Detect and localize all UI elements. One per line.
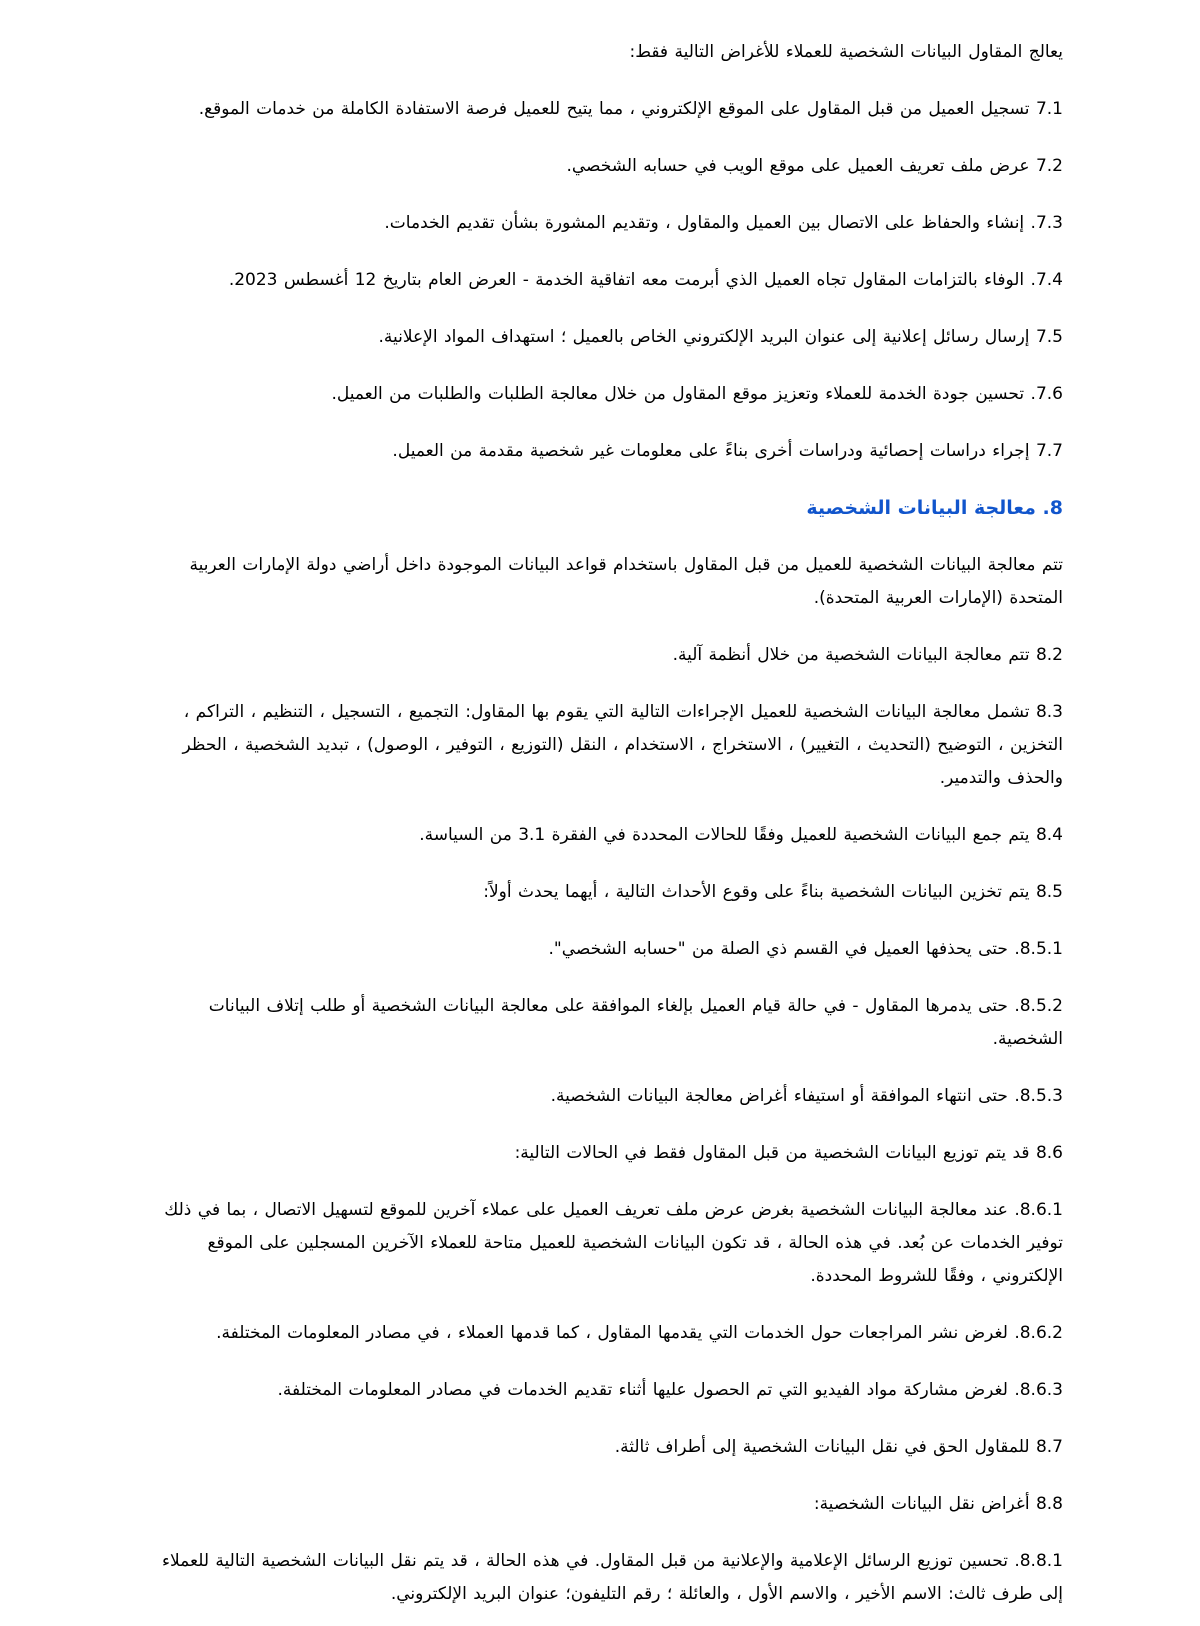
intro-paragraph: يعالج المقاول البيانات الشخصية للعملاء للأغراض التالية فقط: [629,42,1063,62]
clause-8-1: تتم معالجة البيانات الشخصية للعميل من قبل المقاول باستخدام قواعد البيانات الموجودة داخل أراضي دولة الإمارات العربية المتحدة (الإمارات العربية المتحدة). [189,555,1063,608]
clause-8-8: 8.8 أغراض نقل البيانات الشخصية: [813,1494,1063,1514]
clause-8-3: 8.3 تشمل معالجة البيانات الشخصية للعميل الإجراءات التالية التي يقوم بها المقاول: التجميع ، التسجيل ، التنظيم ، التراكم ، التخزين ، التوضيح (التحديث ، التغيير) ، الاستخراج ، الاستخدام ، النقل (التوزيع ، التوفير ، الوصول) ، تبديد الشخصية ، الحظر والحذف والتدمير. [182,702,1063,788]
clause-8-2: 8.2 تتم معالجة البيانات الشخصية من خلال أنظمة آلية. [672,645,1063,665]
clause-8-7: 8.7 للمقاول الحق في نقل البيانات الشخصية إلى أطراف ثالثة. [614,1437,1063,1457]
clause-8-6-1: 8.6.1. عند معالجة البيانات الشخصية بغرض عرض ملف تعريف العميل على عملاء آخرين للموقع لتسهيل الاتصال ، بما في ذلك توفير الخدمات عن بُعد. في هذه الحالة ، قد تكون البيانات الشخصية للعميل متاحة للعملاء الآخرين المسجلين على الموقع الإلكتروني ، وفقًا للشروط المحددة. [164,1200,1063,1286]
clause-7-1: 7.1 تسجيل العميل من قبل المقاول على الموقع الإلكتروني ، مما يتيح للعميل فرصة الاستفادة الكاملة من خدمات الموقع. [198,99,1063,119]
clause-8-5-1: 8.5.1. حتى يحذفها العميل في القسم ذي الصلة من "حسابه الشخصي". [548,939,1063,959]
clause-8-5: 8.5 يتم تخزين البيانات الشخصية بناءً على وقوع الأحداث التالية ، أيهما يحدث أولاً: [483,882,1063,902]
clause-7-2: 7.2 عرض ملف تعريف العميل على موقع الويب في حسابه الشخصي. [566,156,1063,176]
clause-8-6: 8.6 قد يتم توزيع البيانات الشخصية من قبل المقاول فقط في الحالات التالية: [514,1143,1063,1163]
clause-7-6: 7.6. تحسين جودة الخدمة للعملاء وتعزيز موقع المقاول من خلال معالجة الطلبات والطلبات من العميل. [331,384,1063,404]
clause-7-3: 7.3. إنشاء والحفاظ على الاتصال بين العميل والمقاول ، وتقديم المشورة بشأن تقديم الخدمات. [384,213,1063,233]
clause-8-4: 8.4 يتم جمع البيانات الشخصية للعميل وفقًا للحالات المحددة في الفقرة 3.1 من السياسة. [419,825,1063,845]
clause-8-6-2: 8.6.2. لغرض نشر المراجعات حول الخدمات التي يقدمها المقاول ، كما قدمها العملاء ، في مصادر المعلومات المختلفة. [216,1323,1063,1343]
clause-8-6-3: 8.6.3. لغرض مشاركة مواد الفيديو التي تم الحصول عليها أثناء تقديم الخدمات في مصادر المعلومات المختلفة. [277,1380,1063,1400]
clause-8-8-1: 8.8.1. تحسين توزيع الرسائل الإعلامية والإعلانية من قبل المقاول. في هذه الحالة ، قد يتم نقل البيانات الشخصية التالية للعملاء إلى طرف ثالث: الاسم الأخير ، والاسم الأول ، والعائلة ؛ رقم التليفون؛ عنوان البريد الإلكتروني. [162,1551,1063,1604]
clause-7-7: 7.7 إجراء دراسات إحصائية ودراسات أخرى بناءً على معلومات غير شخصية مقدمة من العميل. [392,441,1063,461]
clause-7-5: 7.5 إرسال رسائل إعلانية إلى عنوان البريد الإلكتروني الخاص بالعميل ؛ استهداف المواد الإعلانية. [378,327,1063,347]
clause-7-4: 7.4. الوفاء بالتزامات المقاول تجاه العميل الذي أبرمت معه اتفاقية الخدمة - العرض العام بتاريخ 12 أغسطس 2023. [228,270,1063,290]
clause-8-5-2: 8.5.2. حتى يدمرها المقاول - في حالة قيام العميل بإلغاء الموافقة على معالجة البيانات الشخصية أو طلب إتلاف البيانات الشخصية. [208,996,1063,1049]
section-8-heading: 8. معالجة البيانات الشخصية [806,497,1063,519]
clause-8-5-3: 8.5.3. حتى انتهاء الموافقة أو استيفاء أغراض معالجة البيانات الشخصية. [550,1086,1063,1106]
